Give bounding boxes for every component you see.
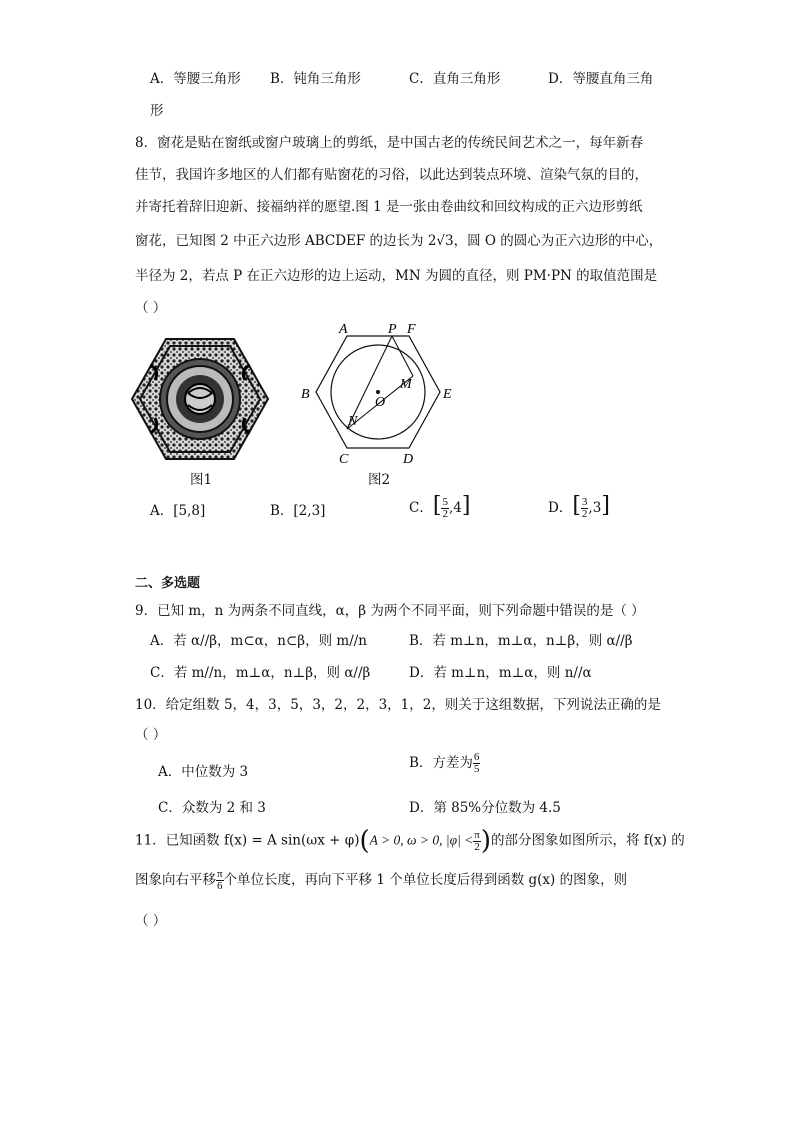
- bracket-right: ]: [601, 493, 610, 518]
- q11-condition: A > 0, ω > 0, |φ| <: [369, 832, 474, 848]
- q10-option-d: D．第 85%分位数为 4.5: [409, 800, 561, 816]
- label-n: N: [348, 414, 358, 429]
- label-d: D: [403, 452, 414, 467]
- figure-2-hexagon-diagram: [295, 318, 465, 468]
- q8-line-5: 半径为 2，若点 P 在正六边形的边上运动，MN 为圆的直径，则 PM·PN 的取值范围是: [135, 268, 658, 284]
- q9-option-d: D．若 m⊥n，m⊥α，则 n//α: [409, 665, 592, 681]
- q8-option-d-rest: ,3: [588, 500, 602, 516]
- figure-1-caption: 图1: [190, 472, 213, 488]
- label-e: E: [443, 387, 452, 402]
- paren-left: (: [359, 826, 370, 856]
- q11-line-2-end: 个单位长度，再向下平移 1 个单位长度后得到函数 g(x) 的图象，则: [223, 872, 628, 888]
- segment-pm: [392, 336, 413, 376]
- q10-answer-paren: （ ）: [135, 727, 167, 743]
- q10-option-b-fraction: $\frac{6}{5}$: [473, 751, 480, 775]
- bracket-left: [: [572, 493, 581, 518]
- q8-line-4: 窗花，已知图 2 中正六边形 ABCDEF 的边长为 2√3，圆 O 的圆心为正六边形的中心，: [135, 233, 663, 249]
- q11-answer-paren: （ ）: [135, 913, 167, 929]
- q11-stem-start: 11．已知函数 f(x) = A sin(ωx + φ): [135, 832, 360, 849]
- q11-line-1: [135, 826, 685, 856]
- q10-option-b: [409, 751, 480, 775]
- paren-right: ): [480, 826, 492, 856]
- q7-option-d: D．等腰直角三角: [548, 71, 654, 87]
- q8-option-c-prefix: C．: [409, 500, 433, 516]
- q7-option-d-wrap: 形: [150, 103, 164, 119]
- center-point-o: [376, 390, 380, 394]
- label-o: O: [375, 395, 386, 410]
- q7-option-b: B．钝角三角形: [270, 71, 361, 87]
- q11-shift-fraction: $\frac{\pi}{6}$: [217, 868, 223, 892]
- bracket-left: [: [432, 493, 442, 518]
- q8-option-c-rest: ,4: [448, 500, 462, 516]
- q11-condition-fraction: $\frac{\pi}{2}$: [474, 828, 480, 853]
- q8-option-c-fraction: $\frac{5}{2}$: [442, 496, 448, 520]
- label-c: C: [339, 452, 349, 467]
- label-b: B: [301, 387, 310, 402]
- q8-option-a: A．[5,8]: [150, 503, 206, 519]
- q8-option-c: [409, 493, 470, 520]
- q9-stem: 9．已知 m，n 为两条不同直线，α，β 为两个不同平面，则下列命题中错误的是（ ）: [135, 603, 645, 619]
- q7-option-a: A．等腰三角形: [150, 71, 241, 87]
- q9-option-a: A．若 α//β，m⊂α，n⊂β，则 m//n: [150, 633, 367, 649]
- q11-stem-end: 的部分图象如图所示，将 f(x) 的: [491, 832, 685, 849]
- label-f: F: [407, 322, 416, 337]
- q8-answer-paren: （ ）: [135, 300, 167, 316]
- q8-line-1: 8．窗花是贴在窗纸或窗户玻璃上的剪纸，是中国古老的传统民间艺术之一，每年新春: [135, 135, 644, 151]
- q11-line-2: [135, 868, 627, 892]
- q10-option-c: C．众数为 2 和 3: [158, 800, 266, 816]
- figure-2-caption: 图2: [368, 472, 391, 488]
- q10-option-a: A．中位数为 3: [158, 764, 249, 780]
- q10-stem: 10．给定组数 5，4，3，5，3，2，2，3，1，2，则关于这组数据，下列说法正确的是: [135, 697, 661, 713]
- label-a: A: [339, 322, 348, 337]
- figure-1-window-flower: [130, 335, 270, 465]
- q11-line-2-start: 图象向右平移: [135, 872, 216, 888]
- q8-option-d-fraction: $\frac{3}{2}$: [581, 496, 588, 520]
- q8-option-d: [548, 493, 610, 520]
- q8-line-3: 并寄托着辞旧迎新、接福纳祥的愿望.图 1 是一张由卷曲纹和回纹构成的正六边形剪纸: [135, 199, 643, 215]
- label-m: M: [400, 377, 412, 392]
- q8-option-b: B．[2,3]: [270, 503, 326, 519]
- q9-option-c: C．若 m//n，m⊥α，n⊥β，则 α//β: [150, 665, 371, 681]
- q7-option-c: C．直角三角形: [409, 71, 501, 87]
- bracket-right: ]: [461, 493, 471, 518]
- q9-option-b: B．若 m⊥n，m⊥α，n⊥β，则 α//β: [409, 633, 633, 649]
- section-title-multiple-choice: 二、多选题: [135, 576, 201, 591]
- q10-option-b-prefix: B．方差为: [409, 755, 473, 771]
- q8-line-2: 佳节，我国许多地区的人们都有贴窗花的习俗，以此达到装点环境、渲染气氛的目的，: [135, 167, 648, 183]
- q8-option-d-prefix: D．: [548, 500, 573, 516]
- label-p: P: [388, 322, 397, 337]
